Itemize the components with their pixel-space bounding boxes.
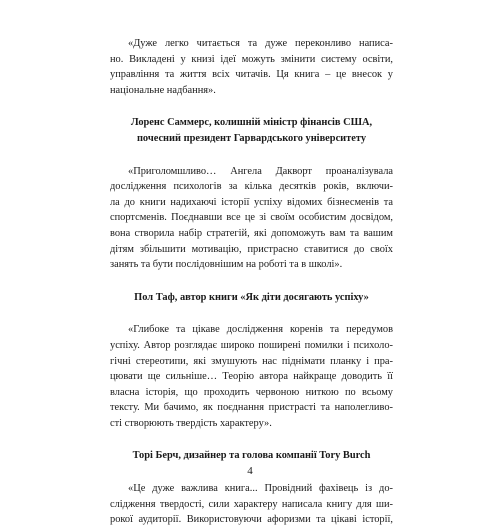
text-line: «Приголомшливо… Ангела Дакворт проаналізувала <box>128 165 393 177</box>
text-line: «Глибоке та цікаве дослідження коренів та передумов <box>128 324 393 336</box>
text-line: власна історія, що проходить червоною ниткою по всьому <box>110 386 393 398</box>
text-line: гічні стереотипи, які змушують нас піднімати планку і пра- <box>110 355 393 367</box>
page-number: 4 <box>247 465 253 477</box>
text-line: цювати ще сильніше… Теорію автора найкраще доводить її <box>110 371 393 383</box>
text-line: занять та бути послідовнішим на роботі та в школі». <box>110 259 343 271</box>
text-line: Торі Берч, дизайнер та голова компанії Tory Burch <box>132 450 371 462</box>
endorsement-author-burch <box>110 448 393 464</box>
text-line: успіху. Автор розглядає широко поширені помилки і психоло- <box>110 339 393 351</box>
text-line: «Дуже легко читається та дуже переконливо написа- <box>128 38 393 49</box>
text-line: но. Викладені у книзі ідеї можуть змінити систему освіти, <box>110 53 393 65</box>
text-line: Лоренс Саммерс, колишній міністр фінансів США, <box>130 117 373 129</box>
endorsement-quote-burch <box>110 322 393 431</box>
text-line: слідження твердості, сили характеру написала книгу для ши- <box>110 498 393 510</box>
text-line: національне надбання». <box>110 84 216 96</box>
text-line: управління та життя всіх читачів. Ця книга – це внесок у <box>110 69 393 81</box>
text-line: рокої аудиторії. Використовуючи афоризми та цікаві історії, <box>110 514 393 526</box>
text-line: тексту. Ми бачимо, як поєднання пристрасті та наполегливо- <box>110 402 393 414</box>
endorsement-quote-tough <box>110 164 393 273</box>
text-line: почесний президент Гарвардського університету <box>136 132 367 144</box>
endorsement-quote-summers <box>110 36 393 98</box>
text-line: вона створила набір стратегій, які допоможуть вам та вашим <box>110 227 393 239</box>
text-line: сті створюють твердість характеру». <box>110 417 272 429</box>
page-body <box>110 36 393 528</box>
text-line: «Це дуже важлива книга... Провідний фахівець із до- <box>128 483 393 495</box>
endorsement-author-summers <box>110 115 393 146</box>
text-line: ла до книги надихаючі історії успіху відомих бізнесменів та <box>110 196 393 208</box>
endorsement-author-tough <box>110 290 393 306</box>
text-line: дітям збільшити мотивацію, пристрасно ставитися до своїх <box>110 243 393 255</box>
text-line: дослідження психологів за кілька десятків років, включи- <box>110 181 393 193</box>
text-line: Пол Таф, автор книги «Як діти досягають успіху» <box>134 291 369 303</box>
text-line: спортсменів. Поєднавши все це зі своїм особистим досвідом, <box>110 212 393 224</box>
endorsement-quote-continued <box>110 481 393 528</box>
